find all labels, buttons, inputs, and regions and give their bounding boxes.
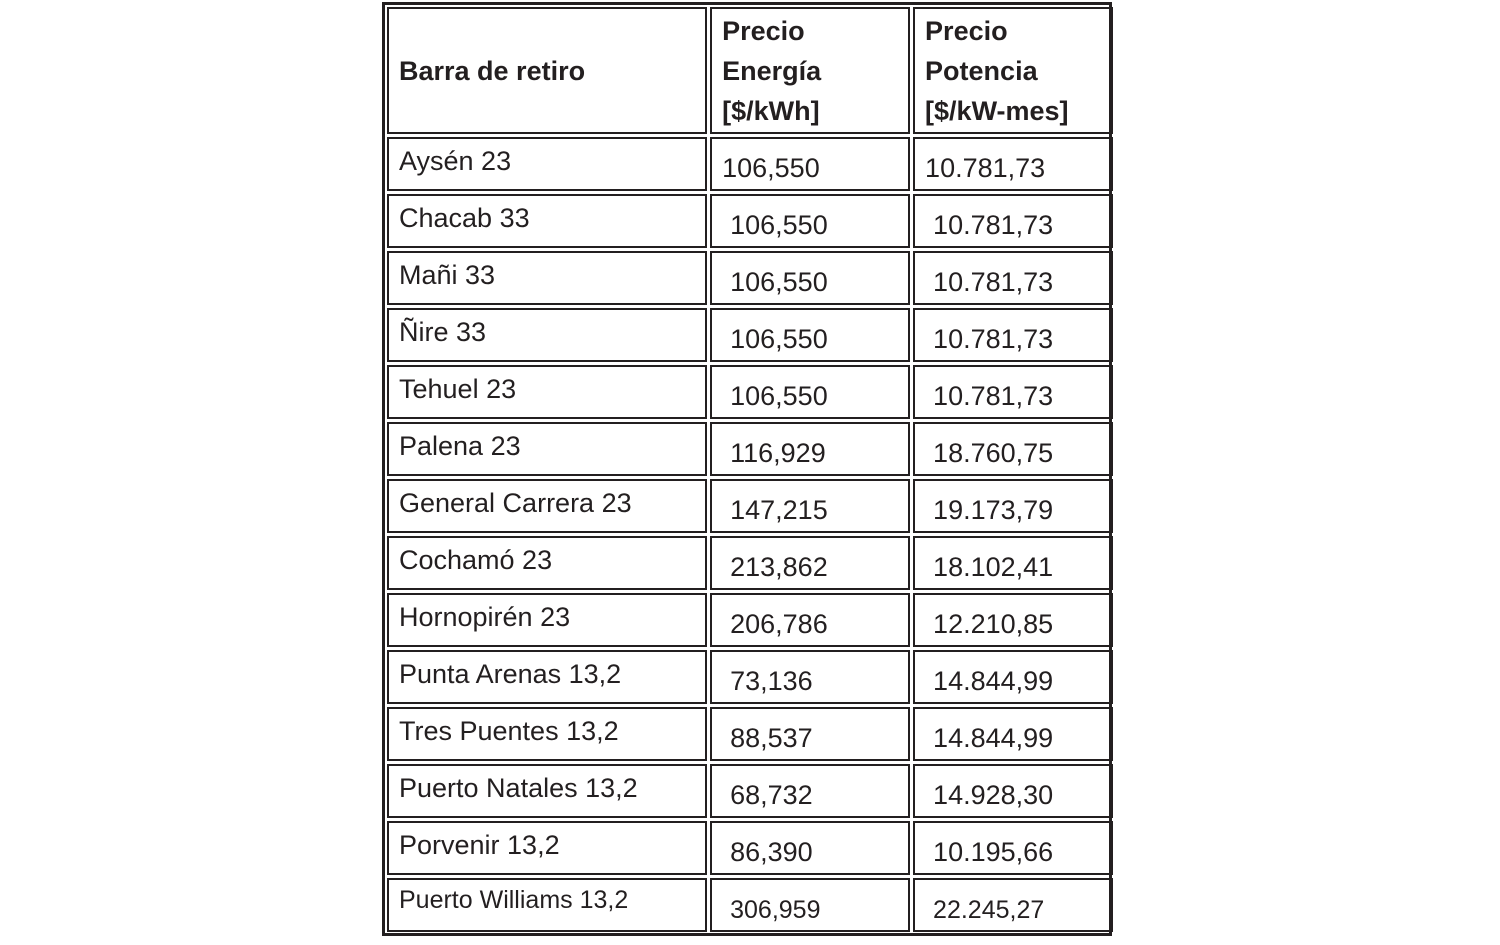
cell-bar: Mañi 33 — [387, 251, 707, 305]
price-table — [384, 4, 1116, 935]
cell-energy: 73,136 — [710, 650, 910, 704]
table-header-row — [387, 7, 1113, 134]
table-row — [387, 764, 1113, 818]
cell-power: 18.102,41 — [913, 536, 1113, 590]
cell-energy: 116,929 — [710, 422, 910, 476]
table-row — [387, 536, 1113, 590]
cell-bar: General Carrera 23 — [387, 479, 707, 533]
cell-energy: 106,550 — [710, 194, 910, 248]
cell-bar: Chacab 33 — [387, 194, 707, 248]
cell-power: 10.781,73 — [913, 137, 1113, 191]
cell-power: 10.781,73 — [913, 194, 1113, 248]
table-row — [387, 593, 1113, 647]
table-row — [387, 137, 1113, 191]
cell-power: 12.210,85 — [913, 593, 1113, 647]
cell-energy: 106,550 — [710, 137, 910, 191]
table-row — [387, 308, 1113, 362]
cell-power: 18.760,75 — [913, 422, 1113, 476]
cell-energy: 86,390 — [710, 821, 910, 875]
header-energy-line-2: Energía — [722, 55, 822, 86]
header-energy-line-3: [$/kWh] — [722, 95, 820, 126]
cell-bar: Tres Puentes 13,2 — [387, 707, 707, 761]
cell-bar: Palena 23 — [387, 422, 707, 476]
cell-energy: 106,550 — [710, 251, 910, 305]
cell-power: 14.844,99 — [913, 707, 1113, 761]
cell-bar: Punta Arenas 13,2 — [387, 650, 707, 704]
table-row — [387, 650, 1113, 704]
table-row — [387, 422, 1113, 476]
cell-power: 19.173,79 — [913, 479, 1113, 533]
header-power-line-1: Precio — [925, 15, 1008, 46]
cell-bar: Ñire 33 — [387, 308, 707, 362]
table-row — [387, 479, 1113, 533]
cell-energy: 106,550 — [710, 308, 910, 362]
cell-power: 10.195,66 — [913, 821, 1113, 875]
cell-energy: 88,537 — [710, 707, 910, 761]
table-row — [387, 194, 1113, 248]
cell-bar: Puerto Williams 13,2 — [387, 878, 707, 932]
cell-energy: 206,786 — [710, 593, 910, 647]
table-row — [387, 821, 1113, 875]
header-power-line-3: [$/kW-mes] — [925, 95, 1069, 126]
cell-bar: Tehuel 23 — [387, 365, 707, 419]
header-energy — [710, 7, 910, 134]
cell-power: 22.245,27 — [913, 878, 1113, 932]
table-row — [387, 878, 1113, 932]
table-row — [387, 365, 1113, 419]
cell-energy: 147,215 — [710, 479, 910, 533]
cell-power: 10.781,73 — [913, 308, 1113, 362]
cell-bar: Hornopirén 23 — [387, 593, 707, 647]
cell-bar: Puerto Natales 13,2 — [387, 764, 707, 818]
header-bar — [387, 7, 707, 134]
cell-energy: 306,959 — [710, 878, 910, 932]
cell-bar: Aysén 23 — [387, 137, 707, 191]
table-row — [387, 251, 1113, 305]
header-bar-label: Barra de retiro — [399, 55, 586, 86]
header-power-line-2: Potencia — [925, 55, 1038, 86]
cell-energy: 106,550 — [710, 365, 910, 419]
header-energy-line-1: Precio — [722, 15, 805, 46]
cell-energy: 68,732 — [710, 764, 910, 818]
header-power — [913, 7, 1113, 134]
table-row — [387, 707, 1113, 761]
cell-power: 14.844,99 — [913, 650, 1113, 704]
cell-bar: Porvenir 13,2 — [387, 821, 707, 875]
cell-power: 14.928,30 — [913, 764, 1113, 818]
cell-bar: Cochamó 23 — [387, 536, 707, 590]
cell-power: 10.781,73 — [913, 365, 1113, 419]
cell-power: 10.781,73 — [913, 251, 1113, 305]
cell-energy: 213,862 — [710, 536, 910, 590]
